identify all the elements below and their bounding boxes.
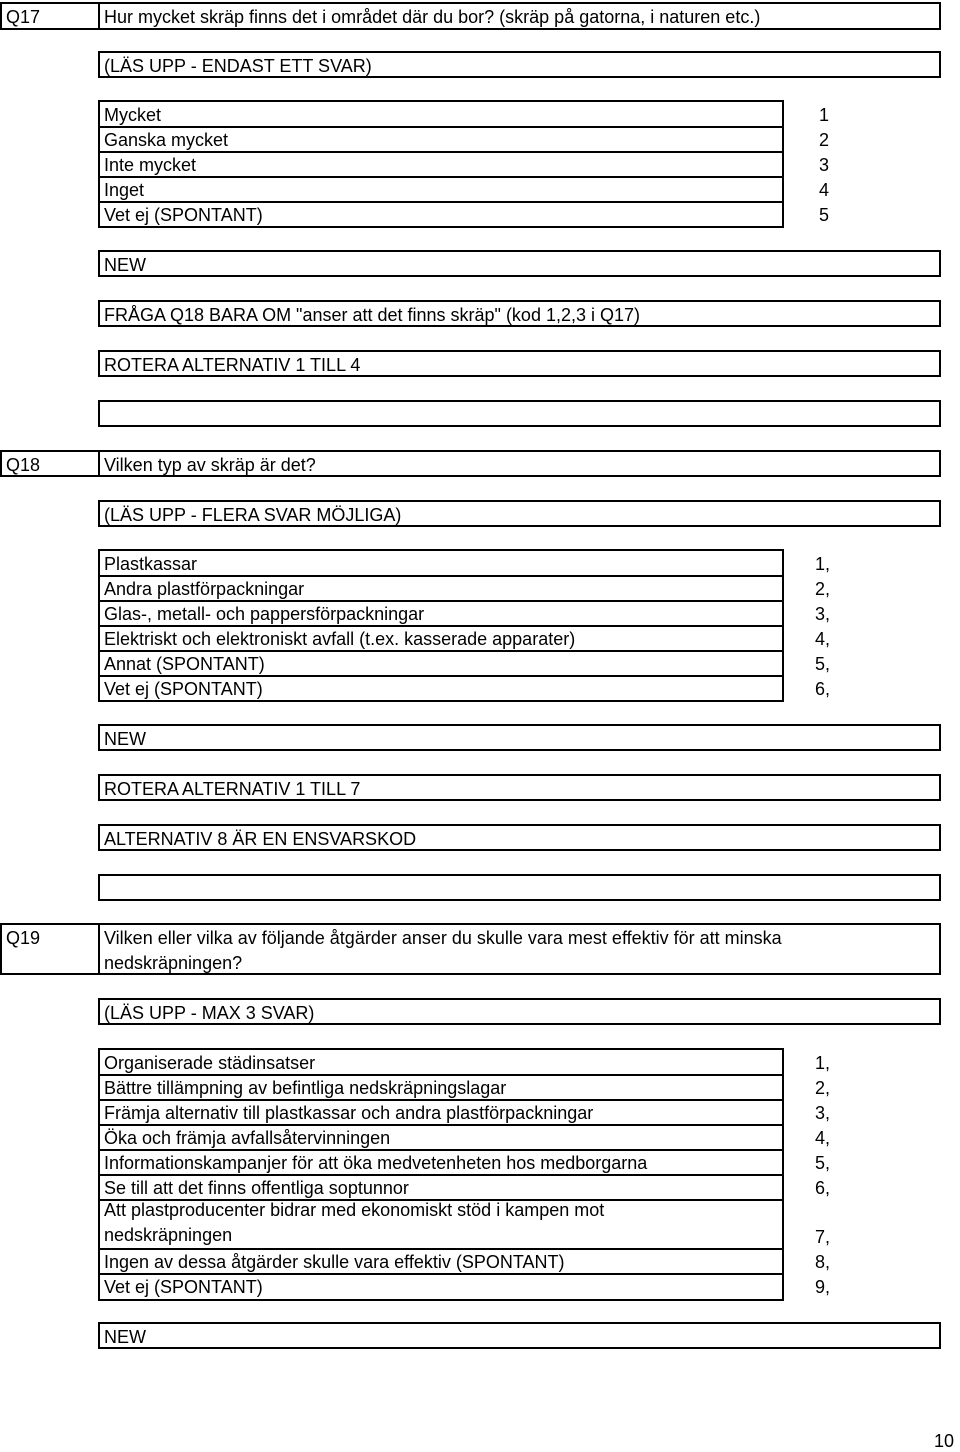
empty-box: [98, 400, 941, 427]
option-code: 3,: [815, 1103, 831, 1123]
option-label: Mycket: [104, 105, 162, 125]
option-label: Ganska mycket: [104, 130, 229, 150]
option-code: 9,: [815, 1277, 831, 1297]
option-code: 3,: [815, 604, 831, 624]
single-code-note-q18: ALTERNATIV 8 ÄR EN ENSVARSKOD: [98, 824, 941, 851]
option-code: 6,: [815, 1178, 831, 1198]
option-label: Bättre tillämpning av befintliga nedskräpningslagar: [104, 1078, 507, 1098]
option-label: Informationskampanjer för att öka medvetenheten hos medborgarna: [104, 1153, 648, 1173]
option-code: 4,: [815, 1128, 831, 1148]
question-code-q17: Q17: [0, 2, 100, 30]
new-label-q17: NEW: [98, 250, 941, 277]
option-code: 1: [819, 105, 830, 125]
option-label: Att plastproducenter bidrar med ekonomiskt stöd i kampen mot nedskräpningen: [104, 1200, 605, 1245]
option-code: 3: [819, 155, 830, 175]
option-label: Vet ej (SPONTANT): [104, 679, 263, 699]
question-code-q18: Q18: [0, 450, 100, 477]
question-code-q19: Q19: [0, 923, 100, 975]
option-label: Elektriskt och elektroniskt avfall (t.ex. kasserade apparater): [104, 629, 576, 649]
option-code: 5,: [815, 654, 831, 674]
option-label: Öka och främja avfallsåtervinningen: [104, 1128, 391, 1148]
option-code: 8,: [815, 1252, 831, 1272]
option-code: 4: [819, 180, 830, 200]
page-number: 10: [934, 1431, 955, 1451]
instruction-q17: (LÄS UPP - ENDAST ETT SVAR): [98, 51, 941, 78]
option-label: Vet ej (SPONTANT): [104, 1277, 263, 1297]
option-code: 4,: [815, 629, 831, 649]
new-label-q19: NEW: [98, 1322, 941, 1349]
instruction-q18: (LÄS UPP - FLERA SVAR MÖJLIGA): [98, 500, 941, 527]
empty-box: [98, 874, 941, 901]
filter-note-q18: FRÅGA Q18 BARA OM "anser att det finns skräp" (kod 1,2,3 i Q17): [98, 300, 941, 327]
option-label: Organiserade städinsatser: [104, 1053, 316, 1073]
question-text-q17: Hur mycket skräp finns det i området där du bor? (skräp på gatorna, i naturen etc.): [98, 2, 941, 30]
option-code: 7,: [815, 1227, 831, 1247]
instruction-q19: (LÄS UPP - MAX 3 SVAR): [98, 998, 941, 1025]
option-label: Annat (SPONTANT): [104, 654, 265, 674]
option-code: 5: [819, 205, 830, 225]
question-text-q19: Vilken eller vilka av följande åtgärder anser du skulle vara mest effektiv för att minska nedskräpningen?: [98, 923, 941, 975]
option-label: Vet ej (SPONTANT): [104, 205, 263, 225]
option-code: 2,: [815, 1078, 831, 1098]
rotate-note-q18: ROTERA ALTERNATIV 1 TILL 7: [98, 774, 941, 801]
option-label: Glas-, metall- och pappersförpackningar: [104, 604, 425, 624]
option-label: Inte mycket: [104, 155, 197, 175]
option-label: Plastkassar: [104, 554, 198, 574]
option-code: 2,: [815, 579, 831, 599]
option-label: Se till att det finns offentliga soptunnor: [104, 1178, 409, 1198]
option-code: 5,: [815, 1153, 831, 1173]
option-code: 2: [819, 130, 830, 150]
option-label: Inget: [104, 180, 145, 200]
option-label: Andra plastförpackningar: [104, 579, 305, 599]
option-code: 1,: [815, 554, 831, 574]
option-label: Ingen av dessa åtgärder skulle vara effektiv (SPONTANT): [104, 1252, 565, 1272]
option-label: Främja alternativ till plastkassar och andra plastförpackningar: [104, 1103, 594, 1123]
question-text-q18: Vilken typ av skräp är det?: [98, 450, 941, 477]
option-code: 6,: [815, 679, 831, 699]
option-code: 1,: [815, 1053, 831, 1073]
new-label-q18: NEW: [98, 724, 941, 751]
rotate-note-q17: ROTERA ALTERNATIV 1 TILL 4: [98, 350, 941, 377]
